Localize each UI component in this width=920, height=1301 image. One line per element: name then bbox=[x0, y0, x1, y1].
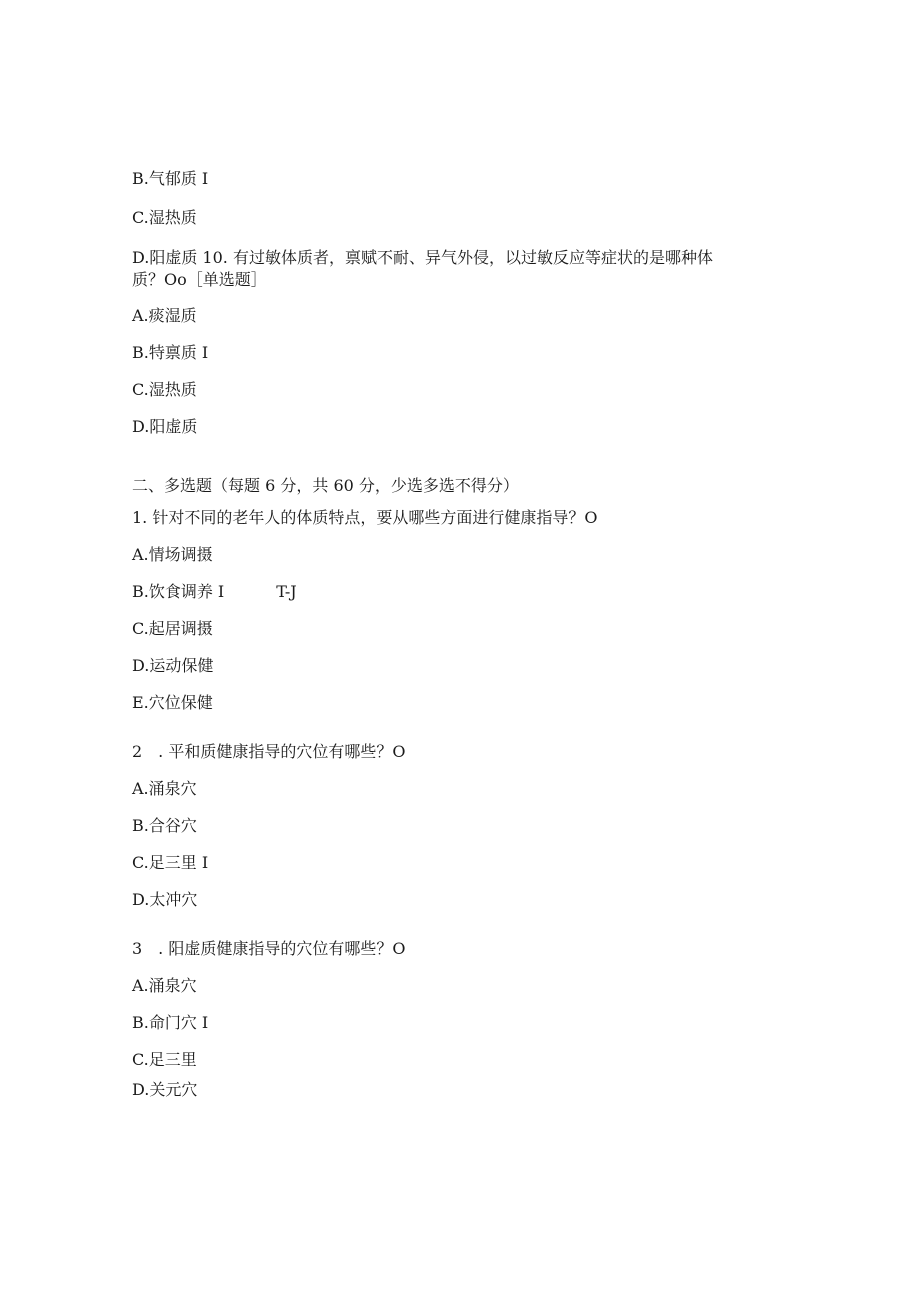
q1-option-d: D.运动保健 bbox=[132, 656, 214, 675]
q10-option-b: B.特禀质 I bbox=[132, 343, 209, 362]
q2-option-a: A.涌泉穴 bbox=[132, 779, 197, 798]
q3-option-c: C.足三里 bbox=[132, 1050, 197, 1069]
option-b-qiyu: B.气郁质 I bbox=[132, 169, 209, 188]
q1-option-c: C.起居调摄 bbox=[132, 619, 213, 638]
q10-option-a: A.痰湿质 bbox=[132, 306, 197, 325]
option-d-and-question-10-line1: D.阳虚质 10. 有过敏体质者，禀赋不耐、异气外侵，以过敏反应等症状的是哪种体 bbox=[132, 248, 713, 267]
q10-option-d: D.阳虚质 bbox=[132, 417, 198, 436]
q1-option-e: E.穴位保健 bbox=[132, 693, 213, 712]
q3-option-d: D.关元穴 bbox=[132, 1080, 198, 1099]
q1-option-b: B.饮食调养 I bbox=[132, 582, 225, 601]
question-10-line2: 质？Oo［单选题］ bbox=[132, 270, 267, 289]
section-title-multiple-choice: 二、多选题（每题 6 分，共 60 分，少选多选不得分） bbox=[132, 476, 519, 495]
q3-option-a: A.涌泉穴 bbox=[132, 976, 197, 995]
q2-option-d: D.太冲穴 bbox=[132, 890, 198, 909]
q2-option-c: C.足三里 I bbox=[132, 853, 209, 872]
q1-option-b-mark: T-J bbox=[276, 582, 297, 601]
q2-option-b: B.合谷穴 bbox=[132, 816, 197, 835]
q3-option-b: B.命门穴 I bbox=[132, 1013, 209, 1032]
option-c-shire: C.湿热质 bbox=[132, 208, 197, 227]
question-1: 1. 针对不同的老年人的体质特点，要从哪些方面进行健康指导？O bbox=[132, 508, 598, 527]
question-2: 2 . 平和质健康指导的穴位有哪些？O bbox=[132, 742, 406, 761]
question-3: 3 . 阳虚质健康指导的穴位有哪些？O bbox=[132, 939, 406, 958]
q10-option-c: C.湿热质 bbox=[132, 380, 197, 399]
q1-option-a: A.情场调摄 bbox=[132, 545, 213, 564]
q1-option-b-row bbox=[132, 581, 297, 603]
